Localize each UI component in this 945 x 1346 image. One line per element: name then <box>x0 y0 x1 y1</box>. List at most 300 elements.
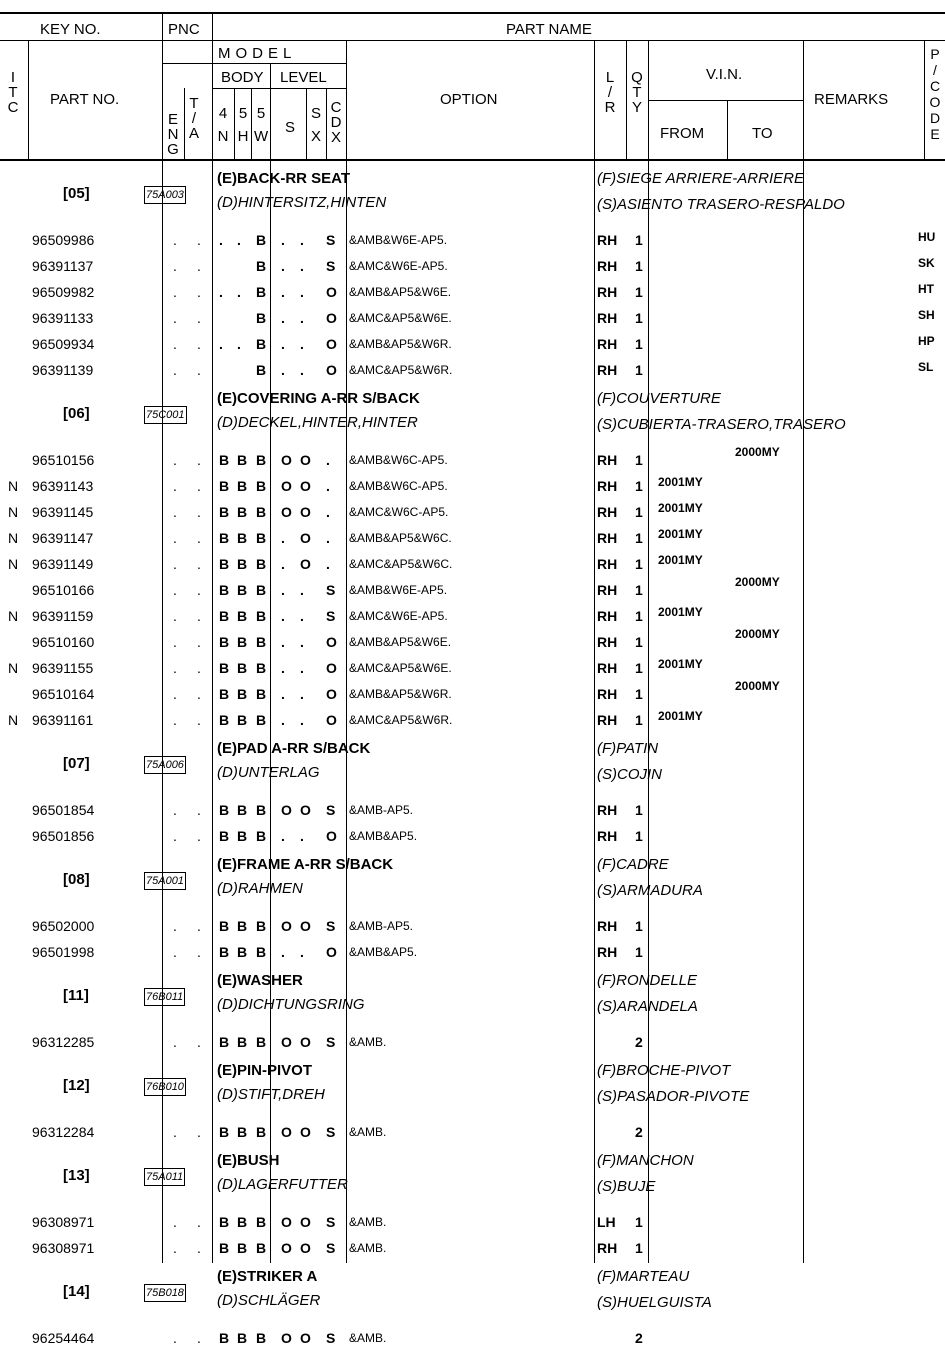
vin-from: 2001MY <box>658 657 703 671</box>
lr-side: RH <box>597 478 618 494</box>
key-number: [12] <box>63 1077 90 1094</box>
pnc-header: PNC <box>168 21 200 38</box>
level-s-mark: . <box>281 660 285 676</box>
quantity: 1 <box>635 362 643 378</box>
col-rule-eng <box>184 88 185 160</box>
body-5h-mark: B <box>237 686 248 702</box>
level-cdx-mark: O <box>326 944 337 960</box>
level-cdx-mark: S <box>326 1034 336 1050</box>
body-5w-mark: B <box>256 1214 267 1230</box>
body-5w-header: 5 W <box>254 105 269 145</box>
option-code: &AMB&AP5&W6R. <box>349 687 452 701</box>
lr-side: RH <box>597 712 618 728</box>
body-5w-mark: B <box>256 284 267 300</box>
body-5h-mark: B <box>237 504 248 520</box>
col-rule-lr <box>594 40 595 1263</box>
lr-side: RH <box>597 362 618 378</box>
part-name-german: (D)UNTERLAG <box>217 764 320 781</box>
lr-side: RH <box>597 232 618 248</box>
part-name-german: (D)DICHTUNGSRING <box>217 996 365 1013</box>
lr-side: RH <box>597 284 618 300</box>
body-4n-mark: B <box>219 918 230 934</box>
lr-side: RH <box>597 452 618 468</box>
part-number: 96509986 <box>32 232 95 248</box>
eng-mark: . <box>173 608 177 624</box>
option-code: &AMB. <box>349 1241 387 1255</box>
level-cdx-mark: S <box>326 608 336 624</box>
level-sx-mark: . <box>300 232 304 248</box>
ta-mark: . <box>197 1214 201 1230</box>
part-number: 96510166 <box>32 582 95 598</box>
quantity: 1 <box>635 504 643 520</box>
level-sx-mark: . <box>300 336 304 352</box>
body-4n-mark: B <box>219 1240 230 1256</box>
body-5w-mark: B <box>256 530 267 546</box>
level-cdx-mark: . <box>326 504 330 520</box>
quantity: 2 <box>635 1330 643 1346</box>
part-number: 96308971 <box>32 1214 95 1230</box>
pcode: HT <box>918 282 934 296</box>
eng-mark: . <box>173 556 177 572</box>
part-name-french: (F)RONDELLE <box>597 972 698 989</box>
level-cdx-mark: O <box>326 284 337 300</box>
option-code: &AMC&W6C-AP5. <box>349 505 449 519</box>
option-code: &AMB. <box>349 1331 387 1345</box>
col-rule-option <box>346 40 347 1263</box>
part-number: 96501854 <box>32 802 95 818</box>
top-rule <box>0 12 945 14</box>
eng-mark: . <box>173 530 177 546</box>
body-5w-mark: B <box>256 686 267 702</box>
ta-mark: . <box>197 478 201 494</box>
part-number: 96254464 <box>32 1330 95 1346</box>
quantity: 1 <box>635 1214 643 1230</box>
option-code: &AMB. <box>349 1215 387 1229</box>
option-code: &AMC&AP5&W6C. <box>349 557 453 571</box>
part-name-spanish: (S)ARMADURA <box>597 882 703 899</box>
eng-mark: . <box>173 232 177 248</box>
part-name-english: (E)WASHER <box>217 972 303 989</box>
key-number: [11] <box>63 987 89 1004</box>
lr-side: RH <box>597 556 618 572</box>
itc-flag: N <box>8 530 19 546</box>
pnc-code: 75A006 <box>144 756 186 774</box>
quantity: 1 <box>635 232 643 248</box>
ta-mark: . <box>197 1330 201 1346</box>
quantity: 1 <box>635 828 643 844</box>
body-5h-mark: B <box>237 452 248 468</box>
level-sx-mark: O <box>300 918 311 934</box>
ta-mark: . <box>197 310 201 326</box>
model-header: MODEL <box>218 45 297 62</box>
pcode: HU <box>918 230 936 244</box>
part-name-french: (F)MARTEAU <box>597 1268 690 1285</box>
part-number: 96391161 <box>32 712 94 728</box>
vin-to: 2000MY <box>735 627 780 641</box>
part-name-spanish: (S)COJIN <box>597 766 662 783</box>
option-code: &AMB&AP5&W6R. <box>349 337 452 351</box>
pcode: SK <box>918 256 935 270</box>
eng-mark: . <box>173 660 177 676</box>
body-5w-mark: B <box>256 608 267 624</box>
eng-mark: . <box>173 452 177 468</box>
col-rule-body5 <box>251 88 252 160</box>
level-cdx-mark: S <box>326 1214 336 1230</box>
level-sx-mark: . <box>300 634 304 650</box>
col-rule-body4 <box>234 88 235 160</box>
body-4n-mark: B <box>219 686 230 702</box>
body-5h-mark: B <box>237 608 248 624</box>
pnc-code: 76B011 <box>144 988 185 1006</box>
body-4n-mark: B <box>219 556 230 572</box>
body-5h-mark: B <box>237 712 248 728</box>
option-code: &AMB-AP5. <box>349 803 414 817</box>
body-5w-mark: B <box>256 1330 267 1346</box>
level-s-mark: . <box>281 258 285 274</box>
level-cdx-mark: . <box>326 556 330 572</box>
body-5h-mark: . <box>237 284 241 300</box>
body-4n-mark: B <box>219 1034 230 1050</box>
quantity: 1 <box>635 478 643 494</box>
lr-side: RH <box>597 258 618 274</box>
level-s-mark: O <box>281 1214 292 1230</box>
quantity: 1 <box>635 918 643 934</box>
level-cdx-mark: O <box>326 634 337 650</box>
col-rule-vin <box>648 40 649 1263</box>
part-name-german: (D)STIFT,DREH <box>217 1086 325 1103</box>
option-code: &AMB&AP5. <box>349 829 418 843</box>
body-5w-mark: B <box>256 336 267 352</box>
eng-mark: . <box>173 336 177 352</box>
part-number: 96510160 <box>32 634 95 650</box>
part-number: 96391159 <box>32 608 94 624</box>
body-5w-mark: B <box>256 310 267 326</box>
lr-side: RH <box>597 802 618 818</box>
ta-mark: . <box>197 712 201 728</box>
eng-mark: . <box>173 944 177 960</box>
pcode-header: P / C O D E <box>929 46 941 142</box>
level-cdx-mark: S <box>326 918 336 934</box>
body-5h-mark: B <box>237 478 248 494</box>
eng-mark: . <box>173 712 177 728</box>
pnc-code: 75B018 <box>144 1284 186 1302</box>
ta-mark: . <box>197 1034 201 1050</box>
body-5h-mark: B <box>237 1240 248 1256</box>
part-number: 96501856 <box>32 828 95 844</box>
lr-header: L / R <box>604 69 616 116</box>
lr-side: RH <box>597 504 618 520</box>
body-5h-mark: B <box>237 582 248 598</box>
lr-side: RH <box>597 608 618 624</box>
level-sx-mark: O <box>300 1214 311 1230</box>
vin-from: 2001MY <box>658 709 703 723</box>
eng-mark: . <box>173 284 177 300</box>
body-5h-mark: B <box>237 1214 248 1230</box>
part-name-spanish: (S)ASIENTO TRASERO-RESPALDO <box>597 196 845 213</box>
header-rule-vin <box>648 100 803 101</box>
option-code: &AMC&W6E-AP5. <box>349 259 448 273</box>
vin-to: 2000MY <box>735 575 780 589</box>
part-number: 96391155 <box>32 660 94 676</box>
body-4n-mark: B <box>219 452 230 468</box>
vin-from: 2001MY <box>658 553 703 567</box>
level-sx-mark: . <box>300 608 304 624</box>
part-name-english: (E)COVERING A-RR S/BACK <box>217 390 420 407</box>
option-header: OPTION <box>440 91 498 108</box>
ta-mark: . <box>197 452 201 468</box>
body-4n-mark: B <box>219 802 230 818</box>
ta-mark: . <box>197 686 201 702</box>
body-5h-mark: B <box>237 918 248 934</box>
part-name-english: (E)FRAME A-RR S/BACK <box>217 856 394 873</box>
eng-mark: . <box>173 582 177 598</box>
level-cdx-mark: O <box>326 712 337 728</box>
level-sx-mark: . <box>300 582 304 598</box>
quantity: 1 <box>635 712 643 728</box>
quantity: 1 <box>635 686 643 702</box>
ta-mark: . <box>197 582 201 598</box>
option-code: &AMC&AP5&W6R. <box>349 713 453 727</box>
body-5w-mark: B <box>256 1240 267 1256</box>
vin-from: 2001MY <box>658 527 703 541</box>
body-5h-mark: B <box>237 1330 248 1346</box>
eng-mark: . <box>173 686 177 702</box>
level-cdx-mark: O <box>326 336 337 352</box>
level-s-mark: . <box>281 232 285 248</box>
option-code: &AMC&AP5&W6E. <box>349 311 452 325</box>
part-name-french: (F)BROCHE-PIVOT <box>597 1062 731 1079</box>
part-name-german: (D)SCHLÄGER <box>217 1292 321 1309</box>
quantity: 1 <box>635 530 643 546</box>
ta-mark: . <box>197 336 201 352</box>
ta-mark: . <box>197 828 201 844</box>
option-code: &AMC&AP5&W6R. <box>349 363 453 377</box>
level-sx-mark: O <box>300 1034 311 1050</box>
eng-mark: . <box>173 802 177 818</box>
eng-mark: . <box>173 634 177 650</box>
body-5h-mark: B <box>237 1034 248 1050</box>
level-sx-mark: . <box>300 660 304 676</box>
quantity: 1 <box>635 1240 643 1256</box>
quantity: 1 <box>635 634 643 650</box>
level-sx-mark: . <box>300 362 304 378</box>
quantity: 1 <box>635 660 643 676</box>
body-5w-mark: B <box>256 452 267 468</box>
ta-mark: . <box>197 608 201 624</box>
part-name-german: (D)LAGERFUTTER <box>217 1176 348 1193</box>
col-rule-qty <box>626 40 627 160</box>
body-header: BODY <box>221 69 264 86</box>
eng-mark: . <box>173 1034 177 1050</box>
part-name-header: PART NAME <box>506 21 592 38</box>
level-header: LEVEL <box>280 69 327 86</box>
itc-flag: N <box>8 712 19 728</box>
quantity: 1 <box>635 310 643 326</box>
col-rule-remarks <box>803 40 804 1263</box>
eng-mark: . <box>173 918 177 934</box>
body-5w-mark: B <box>256 918 267 934</box>
body-4n-mark: B <box>219 530 230 546</box>
col-rule-level <box>270 63 271 1263</box>
part-name-spanish: (S)CUBIERTA-TRASERO,TRASERO <box>597 416 846 433</box>
lr-side: LH <box>597 1214 616 1230</box>
part-name-spanish: (S)HUELGUISTA <box>597 1294 712 1311</box>
pnc-code: 76B010 <box>144 1078 186 1096</box>
part-number: 96510164 <box>32 686 95 702</box>
level-s-mark: . <box>281 284 285 300</box>
part-number: 96391139 <box>32 362 94 378</box>
lr-side: RH <box>597 660 618 676</box>
level-cdx-mark: O <box>326 310 337 326</box>
part-name-french: (F)COUVERTURE <box>597 390 721 407</box>
eng-mark: . <box>173 504 177 520</box>
remarks-header: REMARKS <box>814 91 889 108</box>
body-4n-mark: B <box>219 828 230 844</box>
body-5w-mark: B <box>256 712 267 728</box>
itc-flag: N <box>8 608 19 624</box>
pcode: SL <box>918 360 934 374</box>
lr-side: RH <box>597 582 618 598</box>
ta-mark: . <box>197 634 201 650</box>
part-name-french: (F)CADRE <box>597 856 669 873</box>
option-code: &AMB. <box>349 1035 387 1049</box>
part-number: 96502000 <box>32 918 95 934</box>
quantity: 2 <box>635 1124 643 1140</box>
level-s-mark: . <box>281 336 285 352</box>
part-name-french: (F)SIEGE ARRIERE-ARRIERE <box>597 170 804 187</box>
from-header: FROM <box>660 125 705 142</box>
level-s-mark: . <box>281 530 285 546</box>
part-number: 96312285 <box>32 1034 95 1050</box>
body-4n-mark: . <box>219 232 223 248</box>
level-sx-mark: O <box>300 802 311 818</box>
key-number: [13] <box>63 1167 90 1184</box>
option-code: &AMB&AP5&W6C. <box>349 531 452 545</box>
level-cdx-mark: S <box>326 1240 336 1256</box>
part-name-english: (E)BUSH <box>217 1152 280 1169</box>
eng-mark: . <box>173 1240 177 1256</box>
level-s-mark: . <box>281 944 285 960</box>
level-s-mark: O <box>281 1240 292 1256</box>
level-sx-mark: O <box>300 504 311 520</box>
itc-flag: N <box>8 504 19 520</box>
eng-mark: . <box>173 1330 177 1346</box>
body-4n-mark: B <box>219 1214 230 1230</box>
option-code: &AMB&W6E-AP5. <box>349 583 448 597</box>
part-no-header: PART NO. <box>50 91 120 108</box>
ta-mark: . <box>197 284 201 300</box>
level-sx-mark: . <box>300 686 304 702</box>
level-sx-mark: O <box>300 1240 311 1256</box>
ta-mark: . <box>197 232 201 248</box>
part-number: 96391143 <box>32 478 94 494</box>
level-cdx-mark: . <box>326 530 330 546</box>
option-code: &AMB-AP5. <box>349 919 414 933</box>
body-4n-mark: B <box>219 1330 230 1346</box>
level-s-mark: O <box>281 802 292 818</box>
part-name-english: (E)BACK-RR SEAT <box>217 170 351 187</box>
part-name-french: (F)PATIN <box>597 740 659 757</box>
body-5h-mark: B <box>237 828 248 844</box>
level-s-mark: O <box>281 1330 292 1346</box>
quantity: 1 <box>635 336 643 352</box>
col-rule-sx <box>326 88 327 160</box>
lr-side: RH <box>597 686 618 702</box>
body-4n-header: 4 N <box>217 105 229 145</box>
ta-mark: . <box>197 944 201 960</box>
part-name-german: (D)RAHMEN <box>217 880 303 897</box>
level-s-mark: . <box>281 608 285 624</box>
body-4n-mark: B <box>219 608 230 624</box>
quantity: 1 <box>635 556 643 572</box>
lr-side: RH <box>597 918 618 934</box>
level-s-header: S <box>285 119 296 136</box>
body-5w-mark: B <box>256 802 267 818</box>
ta-mark: . <box>197 918 201 934</box>
itc-flag: N <box>8 556 19 572</box>
lr-side: RH <box>597 828 618 844</box>
part-name-spanish: (S)ARANDELA <box>597 998 698 1015</box>
level-cdx-mark: S <box>326 1124 336 1140</box>
level-sx-mark: . <box>300 828 304 844</box>
body-5h-mark: B <box>237 802 248 818</box>
qty-header: Q T Y <box>631 69 643 116</box>
body-5h-mark: B <box>237 556 248 572</box>
level-cdx-mark: S <box>326 582 336 598</box>
pnc-code: 75A003 <box>144 186 186 204</box>
ta-mark: . <box>197 504 201 520</box>
eng-mark: . <box>173 828 177 844</box>
col-rule-s <box>306 88 307 160</box>
body-4n-mark: B <box>219 634 230 650</box>
option-code: &AMB&AP5&W6E. <box>349 285 452 299</box>
body-5w-mark: B <box>256 582 267 598</box>
part-number: 96391147 <box>32 530 94 546</box>
vin-from: 2001MY <box>658 475 703 489</box>
lr-side: RH <box>597 634 618 650</box>
level-cdx-mark: S <box>326 1330 336 1346</box>
quantity: 1 <box>635 582 643 598</box>
col-rule-to <box>727 100 728 160</box>
quantity: 1 <box>635 608 643 624</box>
itc-flag: N <box>8 478 19 494</box>
to-header: TO <box>752 125 773 142</box>
part-name-english: (E)PIN-PIVOT <box>217 1062 313 1079</box>
level-sx-mark: O <box>300 452 311 468</box>
ta-mark: . <box>197 802 201 818</box>
body-5h-header: 5 H <box>237 105 249 145</box>
level-cdx-header: C D X <box>330 99 342 146</box>
level-cdx-mark: O <box>326 686 337 702</box>
ta-mark: . <box>197 258 201 274</box>
lr-side: RH <box>597 336 618 352</box>
body-4n-mark: B <box>219 478 230 494</box>
part-number: 96510156 <box>32 452 95 468</box>
body-5w-mark: B <box>256 634 267 650</box>
level-sx-mark: O <box>300 1124 311 1140</box>
pnc-code: 75A011 <box>144 1168 185 1186</box>
quantity: 2 <box>635 1034 643 1050</box>
ta-mark: . <box>197 1124 201 1140</box>
level-sx-mark: O <box>300 556 311 572</box>
level-s-mark: O <box>281 918 292 934</box>
part-number: 96509934 <box>32 336 95 352</box>
level-sx-mark: . <box>300 284 304 300</box>
part-name-english: (E)STRIKER A <box>217 1268 318 1285</box>
ta-header: T / A <box>188 95 199 142</box>
body-5w-mark: B <box>256 944 267 960</box>
option-code: &AMC&AP5&W6E. <box>349 661 452 675</box>
